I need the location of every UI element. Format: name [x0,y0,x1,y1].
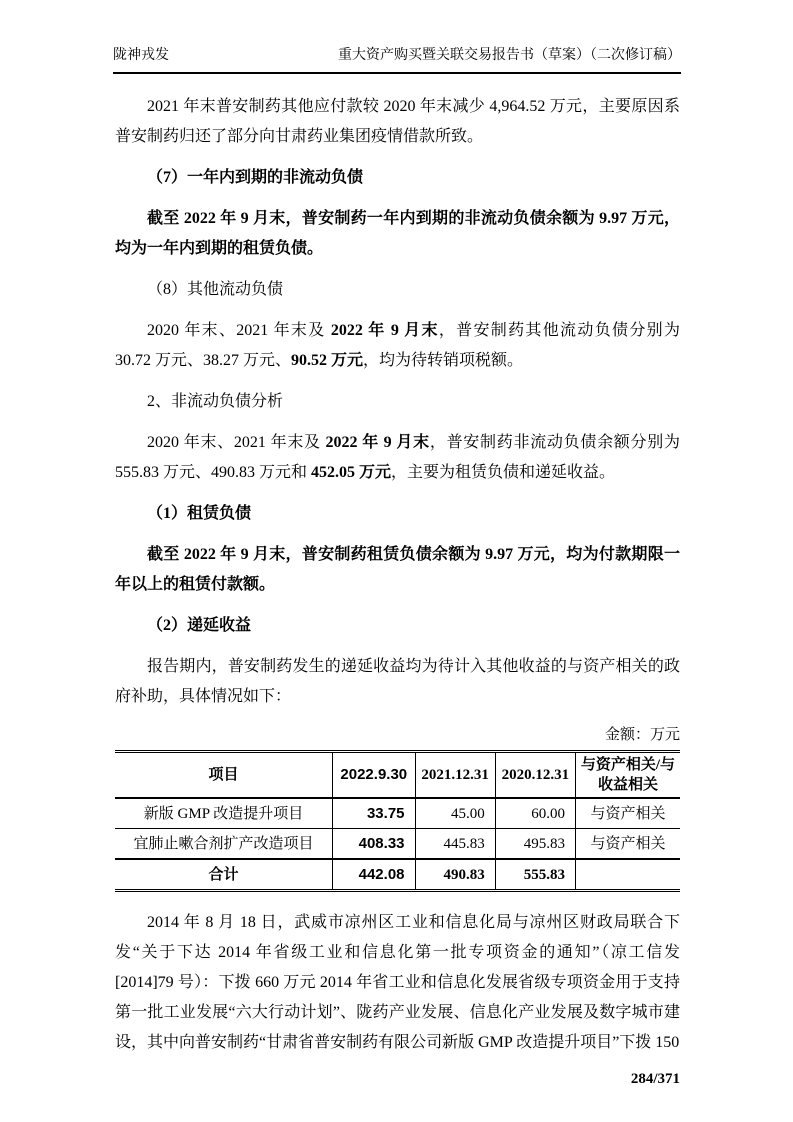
text-run: 2020 年末、2021 年末及 [147,322,331,339]
text-run: ，普安制药非流动负债余额分别为 555.83 万元、490.83 万元和 [115,434,680,481]
cell-item-name: 新版 GMP 改造提升项目 [143,805,304,822]
heading-8-other-current-liabilities: （8）其他流动负债 [147,281,284,298]
cell-value-2020: 495.83 [495,829,575,860]
cell-value-2020: 60.00 [495,798,575,829]
page-number: 284/371 [630,1071,680,1087]
page-content [115,74,680,1089]
column-header-asset-or-income-related: 与资产相关/与收益相关 [575,752,680,799]
paragraph-noncurrent-liability-balances [115,428,680,488]
column-header-item: 项目 [115,752,333,799]
cell-value-2022: 33.75 [333,798,415,829]
table-unit-label: 金额：万元 [604,727,680,743]
cell-total-label: 合计 [115,859,333,891]
cell-related-type [575,859,680,891]
cell-value-2021: 445.83 [415,829,495,860]
paragraph-lease-liability-balance: 截至 2022 年 9 月末，普安制药租赁负债余额为 9.97 万元，均为付款期限一年以上的租赁付款额。 [115,546,680,593]
cell-value-2022: 408.33 [333,829,415,860]
heading-1-lease-liabilities: （1）租赁负债 [147,505,252,522]
text-run: 2020 年末、2021 年末及 [147,434,326,451]
cell-value-2021: 490.83 [415,859,495,891]
text-run-bold: 2022 年 9 月末 [325,434,430,451]
cell-value-2020: 555.83 [495,859,575,891]
table-row-yifei-project [115,829,680,860]
header-report-title: 重大资产购买暨关联交易报告书（草案）（二次修订稿） [338,48,681,63]
paragraph-deferred-income-intro: 报告期内，普安制药发生的递延收益均为待计入其他收益的与资产相关的政府补助，具体情况如下： [115,658,680,705]
paragraph-noncurrent-due-balance: 截至 2022 年 9 月末，普安制药一年内到期的非流动负债余额为 9.97 万元，均为一年内到期的租赁负债。 [115,210,680,257]
text-run-bold: 2022 年 9 月末 [330,322,439,339]
column-header-2021-12-31: 2021.12.31 [415,752,495,799]
heading-2-noncurrent-liability-analysis: 2、非流动负债分析 [147,393,284,410]
cell-value-2022: 442.08 [333,859,415,891]
column-header-2020-12-31: 2020.12.31 [495,752,575,799]
header-company-name: 陇神戎发 [113,48,169,63]
text-run: ，均为待转销项税额。 [363,352,524,369]
cell-item-name: 宜肺止嗽合剂扩产改造项目 [115,829,333,860]
text-run: ，普安制药其他流动负债分别为 30.72 万元、38.27 万元、 [115,322,680,369]
table-row-gmp-project [115,798,680,829]
text-run-bold: 452.05 万元 [311,464,392,481]
table-row-total [115,859,680,891]
running-header [113,46,681,74]
paragraph-other-payables: 2021 年末普安制药其他应付款较 2020 年末减少 4,964.52 万元，主要原因系普安制药归还了部分向甘肃药业集团疫情借款所致。 [115,98,680,145]
deferred-income-table [115,750,680,892]
heading-7-noncurrent-liabilities-due-within-one-year: （7）一年内到期的非流动负债 [147,169,364,186]
cell-value-2021: 45.00 [415,798,495,829]
text-run-bold: 90.52 万元 [291,352,364,369]
cell-related-type: 与资产相关 [575,798,680,829]
column-header-2022-09-30: 2022.9.30 [333,752,415,799]
cell-related-type: 与资产相关 [575,829,680,860]
table-header-row [115,752,680,799]
heading-2-deferred-income: （2）递延收益 [147,617,252,634]
text-run: ，主要为租赁负债和递延收益。 [391,464,616,481]
paragraph-other-current-liabilities [115,316,680,376]
paragraph-2014-subsidy-notice: 2014 年 8 月 18 日，武威市凉州区工业和信息化局与凉州区财政局联合下发“关于下达 2014 年省级工业和信息化第一批专项资金的通知”（凉工信发[2014]79 号）：下拨 660 万元 2014 年省工业和信息化发展省级专项资金用于支持第一批工业发展“六大行动计划”、陇药产业发展、信息化产业发展及数字城市建设，其中向普安制药“甘肃省普安制药有限公司新版 GMP 改造提升项目”下拨 150 [115,914,680,1051]
